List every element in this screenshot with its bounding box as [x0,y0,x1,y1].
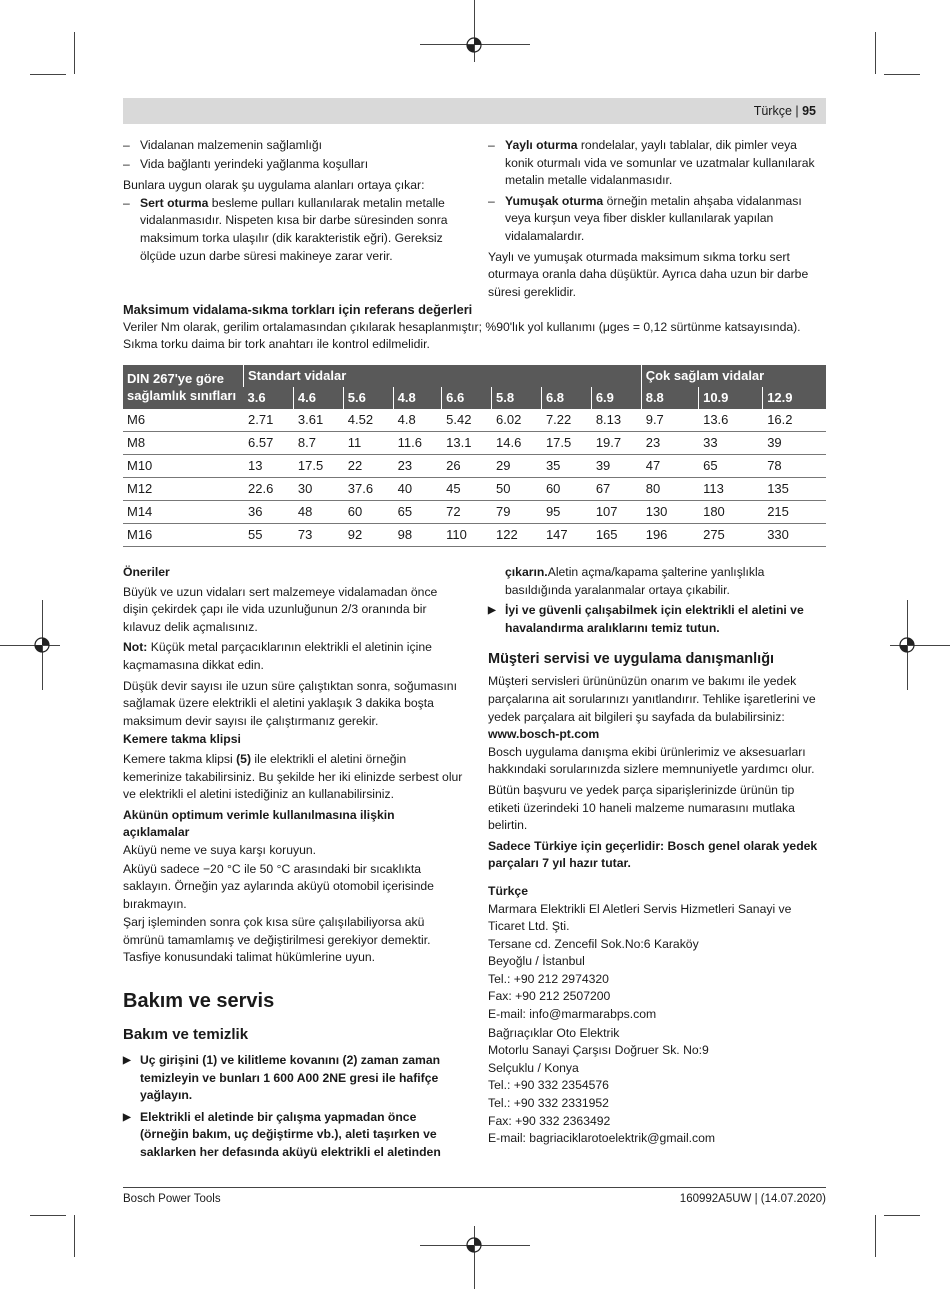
paragraph-bold: Sadece Türkiye için geçerlidir: Bosch genel olarak yedek parçaları 7 yıl hazır tutar. [488,838,818,871]
paragraph: Aküyü neme ve suya karşı koruyun. [123,842,317,857]
right-column [488,564,828,1148]
paragraph: Tasfiye konusundaki talimat hükümlerine uyun. [123,950,376,965]
torque-value-cell: 36 [244,501,294,524]
torque-value-cell: 98 [393,524,441,547]
section-heading-service: Müşteri servisi ve uygulama danışmanlığı [488,651,775,668]
torque-value-cell: 147 [541,524,591,547]
section-heading-oneriler: Öneriler [123,565,170,579]
thread-size-cell: M14 [123,501,244,524]
torque-value-cell: 4.8 [393,409,441,432]
address-line: Fax: +90 212 2507200 [488,989,611,1004]
torque-value-cell: 7.22 [541,409,591,432]
address-block-istanbul [488,901,828,1024]
list-item-soft-seat [488,193,826,246]
torque-value-cell: 8.7 [293,432,343,455]
footer-rule [123,1187,826,1188]
intro-text: Bunlara uygun olarak şu uygulama alanları ortaya çıkar: [123,178,425,193]
subsection-title-cleaning: Bakım ve temizlik [123,1026,249,1044]
text: Aletin açma/kapama şalterine yanlışlıkla basıldığında yaralanmalar ortaya çıkabilir. [505,565,765,597]
crop-mark [884,74,920,75]
table-row [123,409,826,432]
torque-value-cell: 14.6 [492,432,542,455]
address-line: E-mail: bagriaciklarotoelektrik@gmail.com [488,1131,716,1146]
torque-value-cell: 5.42 [442,409,492,432]
torque-value-cell: 23 [393,455,441,478]
class-header: 5.6 [343,387,393,409]
torque-value-cell: 50 [492,478,542,501]
list-item-hard-seat [123,195,463,265]
paragraph: Müşteri servisleri ürününüzün onarım ve bakımı ile yedek parçalarına ait sorularınızı yanıtlandırır. Tehlike işaretlerini ve yedek parçalara ait bilgileri şu sayfada da bulabilirsiniz: [488,674,816,724]
bullet-item: ▶ Elektrikli el aletinde bir çalışma yapmadan önce (örneğin bakım, uç değiştirme vb.), aleti taşırken ve saklarken her defasında aküyü elektrikli el aletinden [123,1109,463,1162]
address-block-konya [488,1025,828,1148]
torque-value-cell: 73 [293,524,343,547]
class-header: 12.9 [763,387,826,409]
paragraph: Düşük devir sayısı ile uzun süre çalıştıktan sonra, soğumasını sağlamak üzere elektrikli el aletini yaklaşık 3 dakika boşta maksimum devir sayısı ile çalıştırmanız gerekir. [123,678,457,728]
class-header: 5.8 [492,387,542,409]
paragraph: Bütün başvuru ve yedek parça siparişlerinizde ürünün tip etiketi üzerindeki 10 haneli malzeme numarasını mutlaka belirtin. [488,782,795,833]
torque-value-cell: 19.7 [591,432,641,455]
torque-value-cell: 215 [763,501,826,524]
torque-value-cell: 135 [763,478,826,501]
torque-value-cell: 30 [293,478,343,501]
address-line: Bağrıaçıklar Oto Elektrik [488,1025,620,1040]
torque-value-cell: 39 [763,432,826,455]
torque-value-cell: 2.71 [244,409,294,432]
footer-doc-id: 160992A5UW | (14.07.2020) [679,1193,826,1205]
torque-value-cell: 65 [393,501,441,524]
thread-size-cell: M6 [123,409,244,432]
torque-value-cell: 11.6 [393,432,441,455]
address-line: Selçuklu / Konya [488,1060,579,1075]
torque-value-cell: 37.6 [343,478,393,501]
crop-mark [30,1215,66,1216]
note-label: Not: [123,640,148,655]
note-paragraph [123,639,463,674]
table-row [123,478,826,501]
class-header: 6.9 [591,387,641,409]
term: Sert oturma [140,195,209,210]
torque-value-cell: 130 [641,501,698,524]
address-line: E-mail: info@marmarabps.com [488,1007,657,1022]
torque-value-cell: 65 [699,455,763,478]
section-title-maintenance: Bakım ve servis [123,990,275,1013]
torque-value-cell: 330 [763,524,826,547]
torque-value-cell: 78 [763,455,826,478]
torque-value-cell: 22 [343,455,393,478]
table-row [123,455,826,478]
registration-mark-icon [897,635,917,655]
note-text: Küçük metal parçacıklarının elektrikli el aletinin içine kaçmamasına dikkat edin. [123,640,432,672]
bullet-item: ▶ Uç girişini (1) ve kilitleme kovanını (2) zaman zaman temizleyin ve bunları 1 600 A00 2NE gresi ile hafifçe yağlayın. [123,1052,463,1105]
address-line: Motorlu Sanayi Çarşısı Doğruer Sk. No:9 [488,1043,709,1058]
torque-value-cell: 45 [442,478,492,501]
page-number: 95 [802,104,816,118]
torque-value-cell: 122 [492,524,542,547]
service-url: www.bosch-pt.com [488,727,600,742]
top-left-column [123,137,463,265]
torque-value-cell: 3.61 [293,409,343,432]
torque-section [123,301,833,354]
thread-size-cell: M8 [123,432,244,455]
class-header: 3.6 [244,387,294,409]
bullet-continuation [488,564,828,599]
address-line: Beyoğlu / İstanbul [488,954,585,969]
text: Kemere takma klipsi [123,751,237,766]
thread-size-cell: M12 [123,478,244,501]
crop-mark [884,1215,920,1216]
registration-mark-icon [464,1235,484,1255]
crop-mark [30,74,66,75]
torque-value-cell: 92 [343,524,393,547]
torque-value-cell: 23 [641,432,698,455]
list-item-spring-seat [488,137,826,190]
torque-value-cell: 11 [343,432,393,455]
crop-mark [875,1215,876,1257]
crop-mark [74,1215,75,1257]
torque-value-cell: 9.7 [641,409,698,432]
registration-mark-icon [32,635,52,655]
address-line: Tel.: +90 332 2331952 [488,1096,609,1111]
class-header: 6.8 [541,387,591,409]
term: Yumuşak oturma [505,193,604,208]
torque-value-cell: 110 [442,524,492,547]
torque-value-cell: 13.1 [442,432,492,455]
address-line: Tersane cd. Zencefil Sok.No:6 Karaköy [488,936,699,951]
thread-size-cell: M10 [123,455,244,478]
torque-value-cell: 13 [244,455,294,478]
class-header: 4.6 [293,387,343,409]
description: rondelalar, yaylı tablalar, dik pimler veya konik oturmalı vida ve somunlar ve uzatmalar kullanılarak metalin metalle vidalanmasıdır. [505,138,815,188]
table-corner-header: DIN 267'ye göre sağlamlık sınıfları [123,365,244,409]
torque-value-cell: 6.02 [492,409,542,432]
torque-value-cell: 29 [492,455,542,478]
torque-value-cell: 55 [244,524,294,547]
torque-value-cell: 33 [699,432,763,455]
torque-value-cell: 6.57 [244,432,294,455]
top-right-column [488,137,826,301]
torque-value-cell: 80 [641,478,698,501]
torque-value-cell: 107 [591,501,641,524]
torque-table [123,365,826,547]
torque-value-cell: 16.2 [763,409,826,432]
list-item: – Vidalanan malzemenin sağlamlığı [123,137,463,155]
page-header: Türkçe | 95 [753,104,816,118]
description: besleme pulları kullanılarak metalin metalle vidalanmasıdır. Nispeten kısa bir darbe süresinden sonra maksimum torka ulaşılır (dik karakteristik eğri). Gereksiz ölçüde uzun darbe süresi makineye zarar verir. [140,195,448,263]
torque-value-cell: 275 [699,524,763,547]
class-header: 4.8 [393,387,441,409]
address-line: Marmara Elektrikli El Aletleri Servis Hizmetleri Sanayi ve Ticaret Ltd. Şti. [488,901,792,934]
torque-value-cell: 196 [641,524,698,547]
torque-value-cell: 165 [591,524,641,547]
torque-value-cell: 8.13 [591,409,641,432]
torque-value-cell: 22.6 [244,478,294,501]
address-line: Tel.: +90 332 2354576 [488,1078,609,1093]
torque-value-cell: 67 [591,478,641,501]
header-band [123,98,826,124]
group-header-standard: Standart vidalar [244,365,642,387]
paragraph: Şarj işleminden sonra çok kısa süre çalışılabiliyorsa akü ömrünü tamamlamış ve değiştirilmesi gerekiyor demektir. [123,915,431,947]
paragraph: Bosch uygulama danışma ekibi ürünlerimiz ve aksesuarları hakkındaki sorularınızda sizlere memnuniyetle yardımcı olur. [488,744,815,777]
term: Yaylı oturma [505,138,578,152]
torque-value-cell: 39 [591,455,641,478]
clip-paragraph [123,751,463,804]
paragraph: Sıkma torku daima bir tork anahtarı ile kontrol edilmelidir. [123,337,430,352]
torque-value-cell: 60 [541,478,591,501]
country-heading: Türkçe [488,883,528,898]
torque-value-cell: 26 [442,455,492,478]
torque-value-cell: 60 [343,501,393,524]
torque-value-cell: 113 [699,478,763,501]
text: ile elektrikli el aletini örneğin kemerinize takabilirsiniz. Bu şekilde her iki elinizde serbest olur ve elektrikli el aletini istediğiniz an kullanabilirsiniz. [123,751,463,802]
torque-value-cell: 72 [442,501,492,524]
crop-mark [74,32,75,74]
torque-value-cell: 48 [293,501,343,524]
table-row [123,524,826,547]
description: örneğin metalin ahşaba vidalanması veya kurşun veya fiber diskler kullanılarak yapılan vidalamalardır. [505,193,802,243]
paragraph: Veriler Nm olarak, gerilim ortalamasından çıkılarak hesaplanmıştır; %90'lık yol kullanımı (μges = 0,12 sürtünme katsayısında). [123,319,801,334]
torque-value-cell: 40 [393,478,441,501]
torque-value-cell: 4.52 [343,409,393,432]
address-line: Tel.: +90 212 2974320 [488,971,609,986]
registration-mark-icon [464,35,484,55]
paragraph: Yaylı ve yumuşak oturmada maksimum sıkma torku sert oturmaya oranla daha düşüktür. Ayrıca daha uzun bir darbe süresi gereklidir. [488,249,809,299]
torque-value-cell: 17.5 [541,432,591,455]
paragraph: Büyük ve uzun vidaları sert malzemeye vidalamadan önce dişin çekirdek çapı ile vida uzunluğunun 2/3 oranında bir kılavuz delik açmalısınız. [123,584,438,634]
torque-value-cell: 47 [641,455,698,478]
bullet-item: ▶ İyi ve güvenli çalışabilmek için elektrikli el aletini ve havalandırma aralıklarını temiz tutun. [488,602,828,637]
paragraph: Aküyü sadece −20 °C ile 50 °C arasındaki bir sıcaklıkta saklayın. Örneğin yaz aylarında aküyü otomobil içerisinde bırakmayın. [123,861,434,911]
torque-value-cell: 95 [541,501,591,524]
group-header-strong: Çok sağlam vidalar [641,365,826,387]
torque-value-cell: 180 [699,501,763,524]
callout-number: (5) [236,751,252,766]
torque-value-cell: 17.5 [293,455,343,478]
table-header-row [123,365,826,387]
section-heading: Maksimum vidalama-sıkma torkları için referans değerleri [123,302,473,317]
class-header: 6.6 [442,387,492,409]
address-line: Fax: +90 332 2363492 [488,1113,611,1128]
class-header: 8.8 [641,387,698,409]
torque-value-cell: 13.6 [699,409,763,432]
torque-value-cell: 79 [492,501,542,524]
table-row [123,432,826,455]
list-item: – Vida bağlantı yerindeki yağlanma koşulları [123,156,463,174]
section-heading-clip: Kemere takma klipsi [123,732,241,747]
thread-size-cell: M16 [123,524,244,547]
table-row [123,501,826,524]
section-heading-battery: Akünün optimum verimle kullanılmasına ilişkin açıklamalar [123,807,395,840]
text-bold: çıkarın. [505,565,548,579]
header-language: Türkçe [753,104,792,118]
left-column [123,564,463,1162]
footer-brand: Bosch Power Tools [123,1193,221,1205]
torque-value-cell: 35 [541,455,591,478]
class-header: 10.9 [699,387,763,409]
crop-mark [875,32,876,74]
